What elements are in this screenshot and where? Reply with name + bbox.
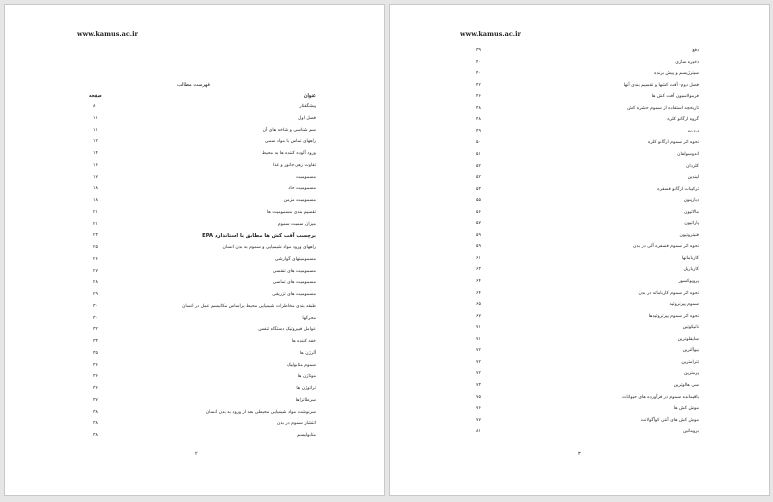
toc-entry-page: ۳۰	[93, 315, 98, 321]
toc-entry	[390, 162, 769, 172]
toc-entry-page: ۲۳	[93, 233, 98, 239]
toc-entry	[390, 312, 769, 322]
toc-entry-title: اندوسولفان	[677, 151, 699, 157]
toc-entry	[5, 231, 384, 241]
toc-entry-page: ۲۹	[93, 292, 98, 297]
toc-entry-title: آلرژن ها	[299, 350, 316, 356]
toc-entry	[390, 104, 769, 114]
toc-entry-page: ۴۹	[476, 128, 481, 134]
toc-entry-page: ۱۶	[93, 162, 98, 168]
toc-entry	[5, 349, 384, 359]
toc-entry	[5, 337, 384, 347]
toc-entry-page: ۳۷	[93, 397, 98, 403]
toc-entry-title: تفاوت زهر،جانور و غذا	[272, 162, 316, 168]
toc-entry-page: ۱۷	[93, 174, 98, 180]
toc-entry	[390, 289, 769, 299]
toc-entry-title: ورود آلوده کننده ها به محیط	[261, 151, 316, 156]
toc-entry-title: متابولیسم	[297, 433, 316, 438]
toc-entry-title: باقیمانده سموم در فرآورده های حیوانات	[622, 394, 699, 400]
toc-entry	[5, 220, 384, 230]
toc-entry-page: ۳۵	[93, 350, 98, 356]
toc-entry-page: ۵۱	[476, 151, 481, 157]
toc-entry	[5, 208, 384, 218]
toc-entry-page: ۸	[93, 104, 96, 109]
toc-entry-title: راههای تماس با مواد سمی	[265, 139, 316, 145]
toc-entry-page: ۳۰	[93, 303, 98, 309]
toc-entry	[390, 277, 769, 287]
toc-entry-page: ۵۳	[476, 186, 481, 192]
toc-entry-page: ۳۶	[93, 386, 98, 391]
toc-entry-page: ۷۱	[476, 336, 481, 342]
toc-entry	[5, 372, 384, 382]
toc-entry-title: سی هالوترین	[673, 382, 699, 388]
toc-entry-page: ۵۲	[476, 175, 481, 181]
toc-entry-page: ۳۸	[93, 421, 98, 427]
toc-entry	[390, 150, 769, 160]
toc-entry	[5, 243, 384, 253]
toc-entry	[390, 219, 769, 229]
toc-entry	[5, 361, 384, 371]
toc-entry-title: د.د.ت	[687, 128, 699, 134]
toc-entry-page: ۴۸	[476, 117, 481, 123]
toc-entry-page: ۶۷	[476, 313, 481, 319]
toc-entry	[5, 161, 384, 171]
toc-entry-title: موتاژن ها	[297, 374, 316, 380]
toc-entry-page: ۳۸	[93, 433, 98, 438]
toc-entry-title: برچسب آفت کش ها مطابق با استاندارد EPA	[202, 233, 316, 240]
toc-entry	[5, 126, 384, 136]
toc-entry-page: ۱۸	[93, 186, 98, 192]
toc-entry	[5, 396, 384, 406]
toc-entry-title: فرمولاسیون آفت کش ها	[651, 94, 699, 100]
toc-entry-page: ۵۲	[476, 163, 481, 169]
toc-entry-title: کارباریل	[683, 267, 699, 273]
toc-entry-title: سرطانزاها	[295, 397, 316, 403]
toc-entry-title: پاراتیون	[684, 221, 699, 227]
toc-entry-title: لیندین	[687, 175, 699, 181]
toc-entry	[5, 137, 384, 147]
toc-entry	[390, 208, 769, 218]
toc-entry-page: ۵۷	[476, 221, 481, 227]
toc-entry-page: ۴۸	[476, 105, 481, 111]
toc-entry-page: ۷۲	[476, 359, 481, 365]
toc-entry-title: دفع	[692, 48, 699, 53]
toc-entry	[5, 267, 384, 277]
toc-entry-page: ۳۸	[93, 409, 98, 415]
toc-entry	[5, 102, 384, 112]
toc-entry	[390, 427, 769, 437]
toc-entry-title: پرمترین	[684, 371, 699, 377]
toc-entry-page: ۳۹	[476, 48, 481, 53]
toc-entry-page: ۲۱	[93, 209, 98, 215]
toc-entry-title: موش کش ها	[673, 406, 699, 412]
toc-entry-page: ۴۰	[476, 71, 481, 77]
site-url: www.kamus.ac.ir	[77, 30, 138, 38]
toc-entry-title: مسمومیت حاد	[288, 186, 316, 192]
toc-entry-title: مسمومیت مزمن	[283, 198, 316, 203]
toc-entry	[5, 278, 384, 288]
toc-entry	[5, 325, 384, 335]
toc-title: فهرست مطالب	[177, 82, 210, 88]
toc-entry	[5, 384, 384, 394]
toc-entry	[390, 92, 769, 102]
toc-entry-title: نحوه اثر سموم فسفره آلی در بدن	[633, 244, 699, 250]
toc-entry	[5, 408, 384, 418]
toc-entry-page: ۶۴	[476, 290, 481, 296]
toc-entry-title: سموم متابولیک	[287, 362, 316, 368]
page-number: ۳	[578, 451, 581, 457]
toc-entry-page: ۲۸	[93, 280, 98, 286]
toc-entry	[5, 149, 384, 159]
toc-entry-page: ۱۸	[93, 198, 98, 203]
toc-entry-title: فصل اول	[298, 115, 316, 121]
toc-entry-page: ۷۳	[476, 382, 481, 388]
toc-entry-title: بروماتین	[682, 429, 699, 435]
toc-entry-page: ۶۵	[476, 302, 481, 308]
toc-entry-title: موش کش های آنتی کوآگولانت	[640, 417, 699, 423]
toc-entry-title: تراتوژن ها	[296, 386, 316, 391]
toc-entry-page: ۲۷	[93, 268, 98, 274]
toc-entry-page: ۱۱	[93, 115, 98, 121]
toc-entry-page: ۷۲	[476, 348, 481, 354]
toc-entry-page: ۶۱	[476, 255, 481, 261]
toc-entry	[390, 231, 769, 241]
right-page	[389, 4, 770, 496]
toc-entry-title: دیازینون	[683, 198, 699, 204]
toc-entry-page: ۳۳	[93, 339, 98, 344]
toc-entry	[390, 127, 769, 137]
toc-entry	[390, 416, 769, 426]
toc-entry-page: ۷۱	[476, 325, 481, 331]
toc-entry	[5, 255, 384, 265]
toc-entry	[390, 81, 769, 91]
toc-entry-title: کلردان	[686, 163, 699, 169]
toc-entry-page: ۸۱	[476, 429, 481, 435]
toc-entry	[5, 302, 384, 312]
toc-entry-title: نحوه اثر سموم پیرتروئیدها	[648, 313, 699, 319]
toc-entry	[390, 242, 769, 252]
toc-entry-title: سرنوشت مواد شیمیایی محیطی بعد از ورود به بدن انسان	[205, 409, 316, 415]
toc-entry	[390, 369, 769, 379]
toc-entry-title: فنیتروتیون	[679, 232, 699, 238]
toc-entry	[5, 314, 384, 324]
toc-entry	[390, 346, 769, 356]
toc-entry-title: مسمومیت های تزریقی	[272, 292, 316, 297]
toc-entry-page: ۷۶	[476, 406, 481, 412]
toc-entry-page: ۲۱	[93, 221, 98, 227]
toc-entry-title: ترکیبات ارگانو فسفره	[657, 186, 699, 192]
toc-entry	[390, 300, 769, 310]
toc-entry-title: مسمومیت	[296, 174, 316, 180]
toc-entry-title: انتشار سموم در بدن	[276, 421, 316, 427]
toc-entry	[390, 358, 769, 368]
column-header-page: صفحه	[89, 93, 102, 99]
toc-entry-page: ۱۲	[93, 139, 98, 145]
toc-entry-title: نحوه اثر سموم کارباماته در بدن	[638, 290, 699, 296]
toc-entry-title: نحوه اثر سموم ارگانو کلره	[647, 140, 699, 146]
toc-entry-title: طبقه بندی مخاطرات شیمیایی محیط براساس مکانیسم عمل در انسان	[182, 303, 316, 309]
toc-entry	[390, 58, 769, 68]
toc-entry-title: بیوآلترین	[682, 348, 699, 354]
column-header-title: عنوان	[303, 93, 316, 99]
toc-entry-page: ۴۰	[476, 59, 481, 65]
toc-entry-title: فصل دوم- آفت کشها و تقسیم بندی آنها	[623, 82, 699, 88]
toc-entry	[5, 431, 384, 441]
toc-entry-page: ۷۷	[476, 417, 481, 423]
toc-entry	[5, 114, 384, 124]
toc-entry-title: مسمومیت های تنفسی	[272, 268, 316, 274]
toc-entry-title: سینرژیسم و پیش برنده	[654, 71, 699, 77]
toc-entry	[390, 335, 769, 345]
toc-entry-page: ۴۲	[476, 82, 481, 88]
toc-entry-title: محرکها	[302, 315, 316, 321]
left-page	[4, 4, 385, 496]
toc-entry	[5, 184, 384, 194]
toc-entry-page: ۵۰	[476, 140, 481, 146]
toc-entry-page: ۶۳	[476, 267, 481, 273]
toc-entry-title: خفه کننده ها	[291, 339, 316, 344]
toc-entry-title: پیشگفتار	[299, 104, 316, 109]
page-number: ۲	[195, 451, 198, 457]
toc-entry-page: ۱۴	[93, 151, 98, 156]
toc-entry-page: ۲۶	[93, 256, 98, 262]
toc-entry	[390, 404, 769, 414]
toc-entry	[390, 323, 769, 333]
toc-entry	[390, 173, 769, 183]
toc-entry	[5, 196, 384, 206]
toc-entry-page: ۳۲	[93, 327, 98, 333]
toc-entry-page: ۴۶	[476, 94, 481, 100]
toc-entry-title: مسمومیتهای گوارشی	[274, 256, 316, 262]
toc-entry	[5, 419, 384, 429]
toc-entry-title: میزان سمیت سموم	[277, 221, 316, 227]
toc-entry-page: ۳۶	[93, 374, 98, 380]
toc-entry	[390, 46, 769, 56]
toc-entry	[390, 265, 769, 275]
toc-entry-title: عوامل فیبروتیک دستگاه تنفس	[258, 327, 316, 333]
toc-entry	[390, 115, 769, 125]
toc-entry-title: سموم پیرتروئید	[669, 302, 699, 308]
toc-entry-title: سایفلوترین	[677, 336, 699, 342]
toc-entry-page: ۵۹	[476, 244, 481, 250]
toc-entry	[390, 393, 769, 403]
toc-entry-title: گروه ارگانو کلره	[667, 117, 699, 123]
toc-entry-page: ۱۱	[93, 127, 98, 133]
toc-entry	[390, 196, 769, 206]
toc-entry-page: ۷۵	[476, 394, 481, 400]
toc-entry-title: تاریخچه استفاده از سموم حشره کش	[627, 105, 699, 111]
toc-entry	[5, 290, 384, 300]
toc-entry-title: مالاتیون	[684, 209, 699, 215]
toc-entry	[390, 69, 769, 79]
toc-entry-page: ۵۹	[476, 232, 481, 238]
toc-entry-title: مسمومیت های تماسی	[272, 280, 316, 286]
toc-entry-title: نانیکوتین	[682, 325, 699, 331]
toc-entry-title: کارباماتها	[681, 255, 699, 261]
toc-entry	[390, 185, 769, 195]
toc-entry-title: پروپوکسور	[678, 279, 699, 284]
toc-entry-title: تترامترین	[681, 359, 699, 365]
toc-entry	[390, 381, 769, 391]
toc-entry	[390, 254, 769, 264]
toc-entry-page: ۵۶	[476, 209, 481, 215]
toc-entry-page: ۲۵	[93, 245, 98, 250]
toc-entry-title: راههای ورود مواد شیمیایی و سموم به بدن انسان	[222, 245, 316, 250]
toc-entry-page: ۷۲	[476, 371, 481, 377]
toc-entry	[390, 138, 769, 148]
toc-entry-page: ۶۴	[476, 279, 481, 284]
toc-entry-title: تقسیم بندی مسمومیت ها	[267, 209, 316, 215]
site-url: www.kamus.ac.ir	[460, 30, 521, 38]
toc-entry	[5, 173, 384, 183]
toc-entry-page: ۳۶	[93, 362, 98, 368]
toc-entry-title: سم شناسی و شاخه های آن	[262, 127, 316, 133]
toc-entry-page: ۵۵	[476, 198, 481, 204]
toc-entry-title: ذخیره سازی	[675, 59, 699, 65]
